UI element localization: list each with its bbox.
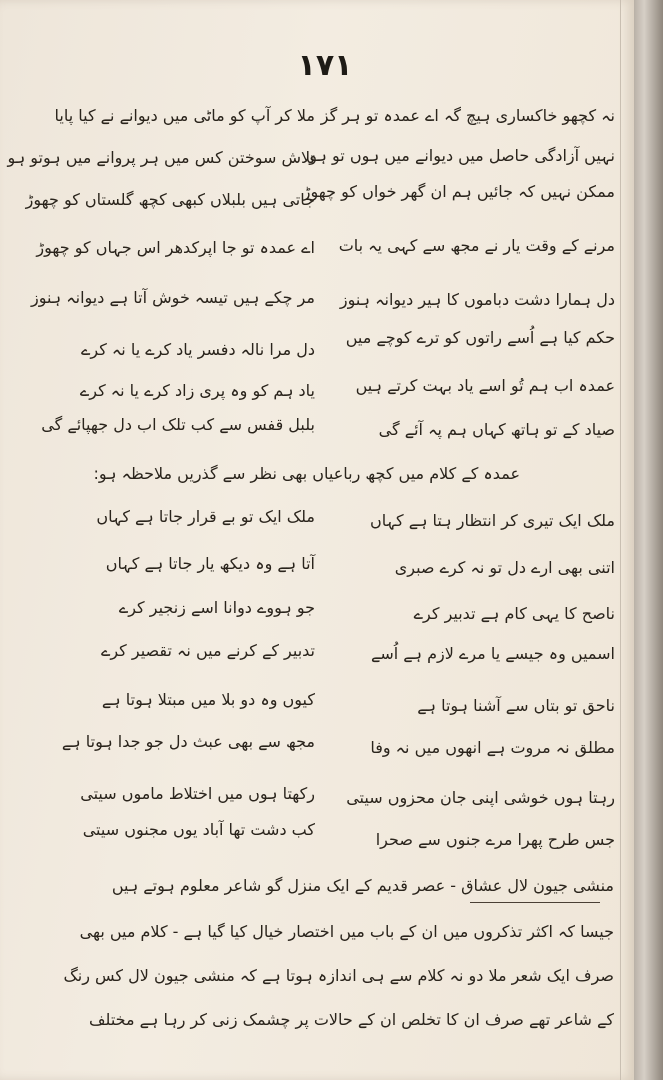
rubai-5-right: ناحق تو بتاں سے آشنا ہوتا ہے xyxy=(417,696,615,715)
verse-8-left: بلبل قفس سے کب تلک اب دل جھپائے گی xyxy=(41,415,315,434)
rubai-1-right: ملک ایک تیری کر انتظار ہتا ہے کہاں xyxy=(370,511,615,530)
verse-9-left: رکھتا ہوں میں اختلاط ماموں سیتی xyxy=(80,784,315,803)
rubai-6-left: مجھ سے بھی عبث دل جو جدا ہوتا ہے xyxy=(61,732,315,751)
verse-5-left: مر چکے ہیں تیسہ خوش آتا ہے دیوانہ ہنوز xyxy=(30,288,315,307)
verse-1-left: ملا کر آپ کو ماٹی میں دیوانے نے کیا پایا xyxy=(54,106,315,125)
verse-7-right: عمدہ اب ہم تُو اسے یاد بہت کرتے ہیں xyxy=(355,376,615,395)
book-gutter xyxy=(634,0,663,1080)
page-edge-rule xyxy=(620,0,621,1080)
verse-3-right: ممکن نہیں کہ جائیں ہم ان گھر خواں کو چھوڑ xyxy=(302,182,615,201)
verse-3-left: جاتی ہیں بلبلاں کبھی کچھ گلستاں کو چھوڑ xyxy=(25,190,315,209)
verse-7-left: یاد ہم کو وہ پری زاد کرے یا نہ کرے xyxy=(79,381,315,400)
rubai-1-left: ملک ایک تو بے قرار جاتا ہے کہاں xyxy=(96,507,315,526)
rubai-5-left: کیوں وہ دو بلا میں مبتلا ہوتا ہے xyxy=(101,690,315,709)
rubai-3-right: ناصح کا یہی کام ہے تدبیر کرے xyxy=(413,604,615,623)
verse-1-right: نہ کچھو خاکساری ہیچ گہ اے عمدہ تو ہر گز xyxy=(320,106,615,125)
verse-6-left: دل مرا نالہ دفسر یاد کرے یا نہ کرے xyxy=(81,340,315,359)
verse-10-right: جس طرح پھرا مرے جنوں سے صحرا xyxy=(375,830,615,849)
verse-6-right: حکم کیا ہے اُسے راتوں کو ترے کوچے میں xyxy=(345,328,615,347)
verse-4-left: اے عمدہ تو جا اپرکدھر اس جہاں کو چھوڑ xyxy=(36,238,315,257)
verse-10-left: کب دشت تھا آباد یوں مجنوں سیتی xyxy=(82,820,315,839)
rubai-4-right: اسمیں وہ جیسے یا مرے لازم ہے اُسے xyxy=(370,644,615,663)
verse-4-right: مرنے کے وقت یار نے مجھ سے کہی یہ بات xyxy=(338,236,615,255)
rubai-6-right: مطلق نہ مروت ہے انھوں میں نہ وفا xyxy=(370,738,615,757)
verse-2-left: تلاش سوختن کس میں ہر پروانے میں ہوتو ہو xyxy=(7,148,315,167)
rubai-2-right: اتنی بھی ارے دل تو نہ کرے صبری xyxy=(394,558,615,577)
rubai-intro: عمدہ کے کلام میں کچھ رباعیاں بھی نظر سے گذریں ملاحظہ ہو: xyxy=(93,464,520,483)
prose-line-2: جیسا کہ اکثر تذکروں میں ان کے باب میں اختصار خیال کیا گیا ہے - کلام میں بھی xyxy=(79,922,614,941)
prose-line-1: منشی جیون لال عشاق - عصر قدیم کے ایک منزل گو شاعر معلوم ہوتے ہیں xyxy=(111,876,614,895)
verse-2-right: نہیں آزادگی حاصل میں دیوانے میں ہوں تو ہو xyxy=(309,146,615,165)
prose-line-4: کے شاعر تھے صرف ان کا تخلص ان کے حالات پر چشمک زنی کر رہا ہے مختلف xyxy=(88,1010,614,1029)
rubai-2-left: آتا ہے وہ دیکھ یار جاتا ہے کہاں xyxy=(105,554,315,573)
rubai-3-left: جو ہووے دوانا اسے زنجیر کرے xyxy=(118,598,315,617)
verse-5-right: دل ہمارا دشت دباموں کا ہیر دیوانہ ہنوز xyxy=(339,290,615,309)
verse-9-right: رہتا ہوں خوشی اپنی جان محزوں سیتی xyxy=(346,788,615,807)
name-underline xyxy=(470,902,600,903)
rubai-4-left: تدبیر کے کرنے میں نہ تقصیر کرے xyxy=(100,641,315,660)
prose-line-3: صرف ایک شعر ملا دو نہ کلام سے ہی اندازہ ہوتا ہے کہ منشی جیون لال کس رنگ xyxy=(63,966,614,985)
verse-8-right: صیاد کے تو ہاتھ کہاں ہم پہ آئے گی xyxy=(378,420,615,439)
page-number: ۱۷۱ xyxy=(297,48,353,83)
